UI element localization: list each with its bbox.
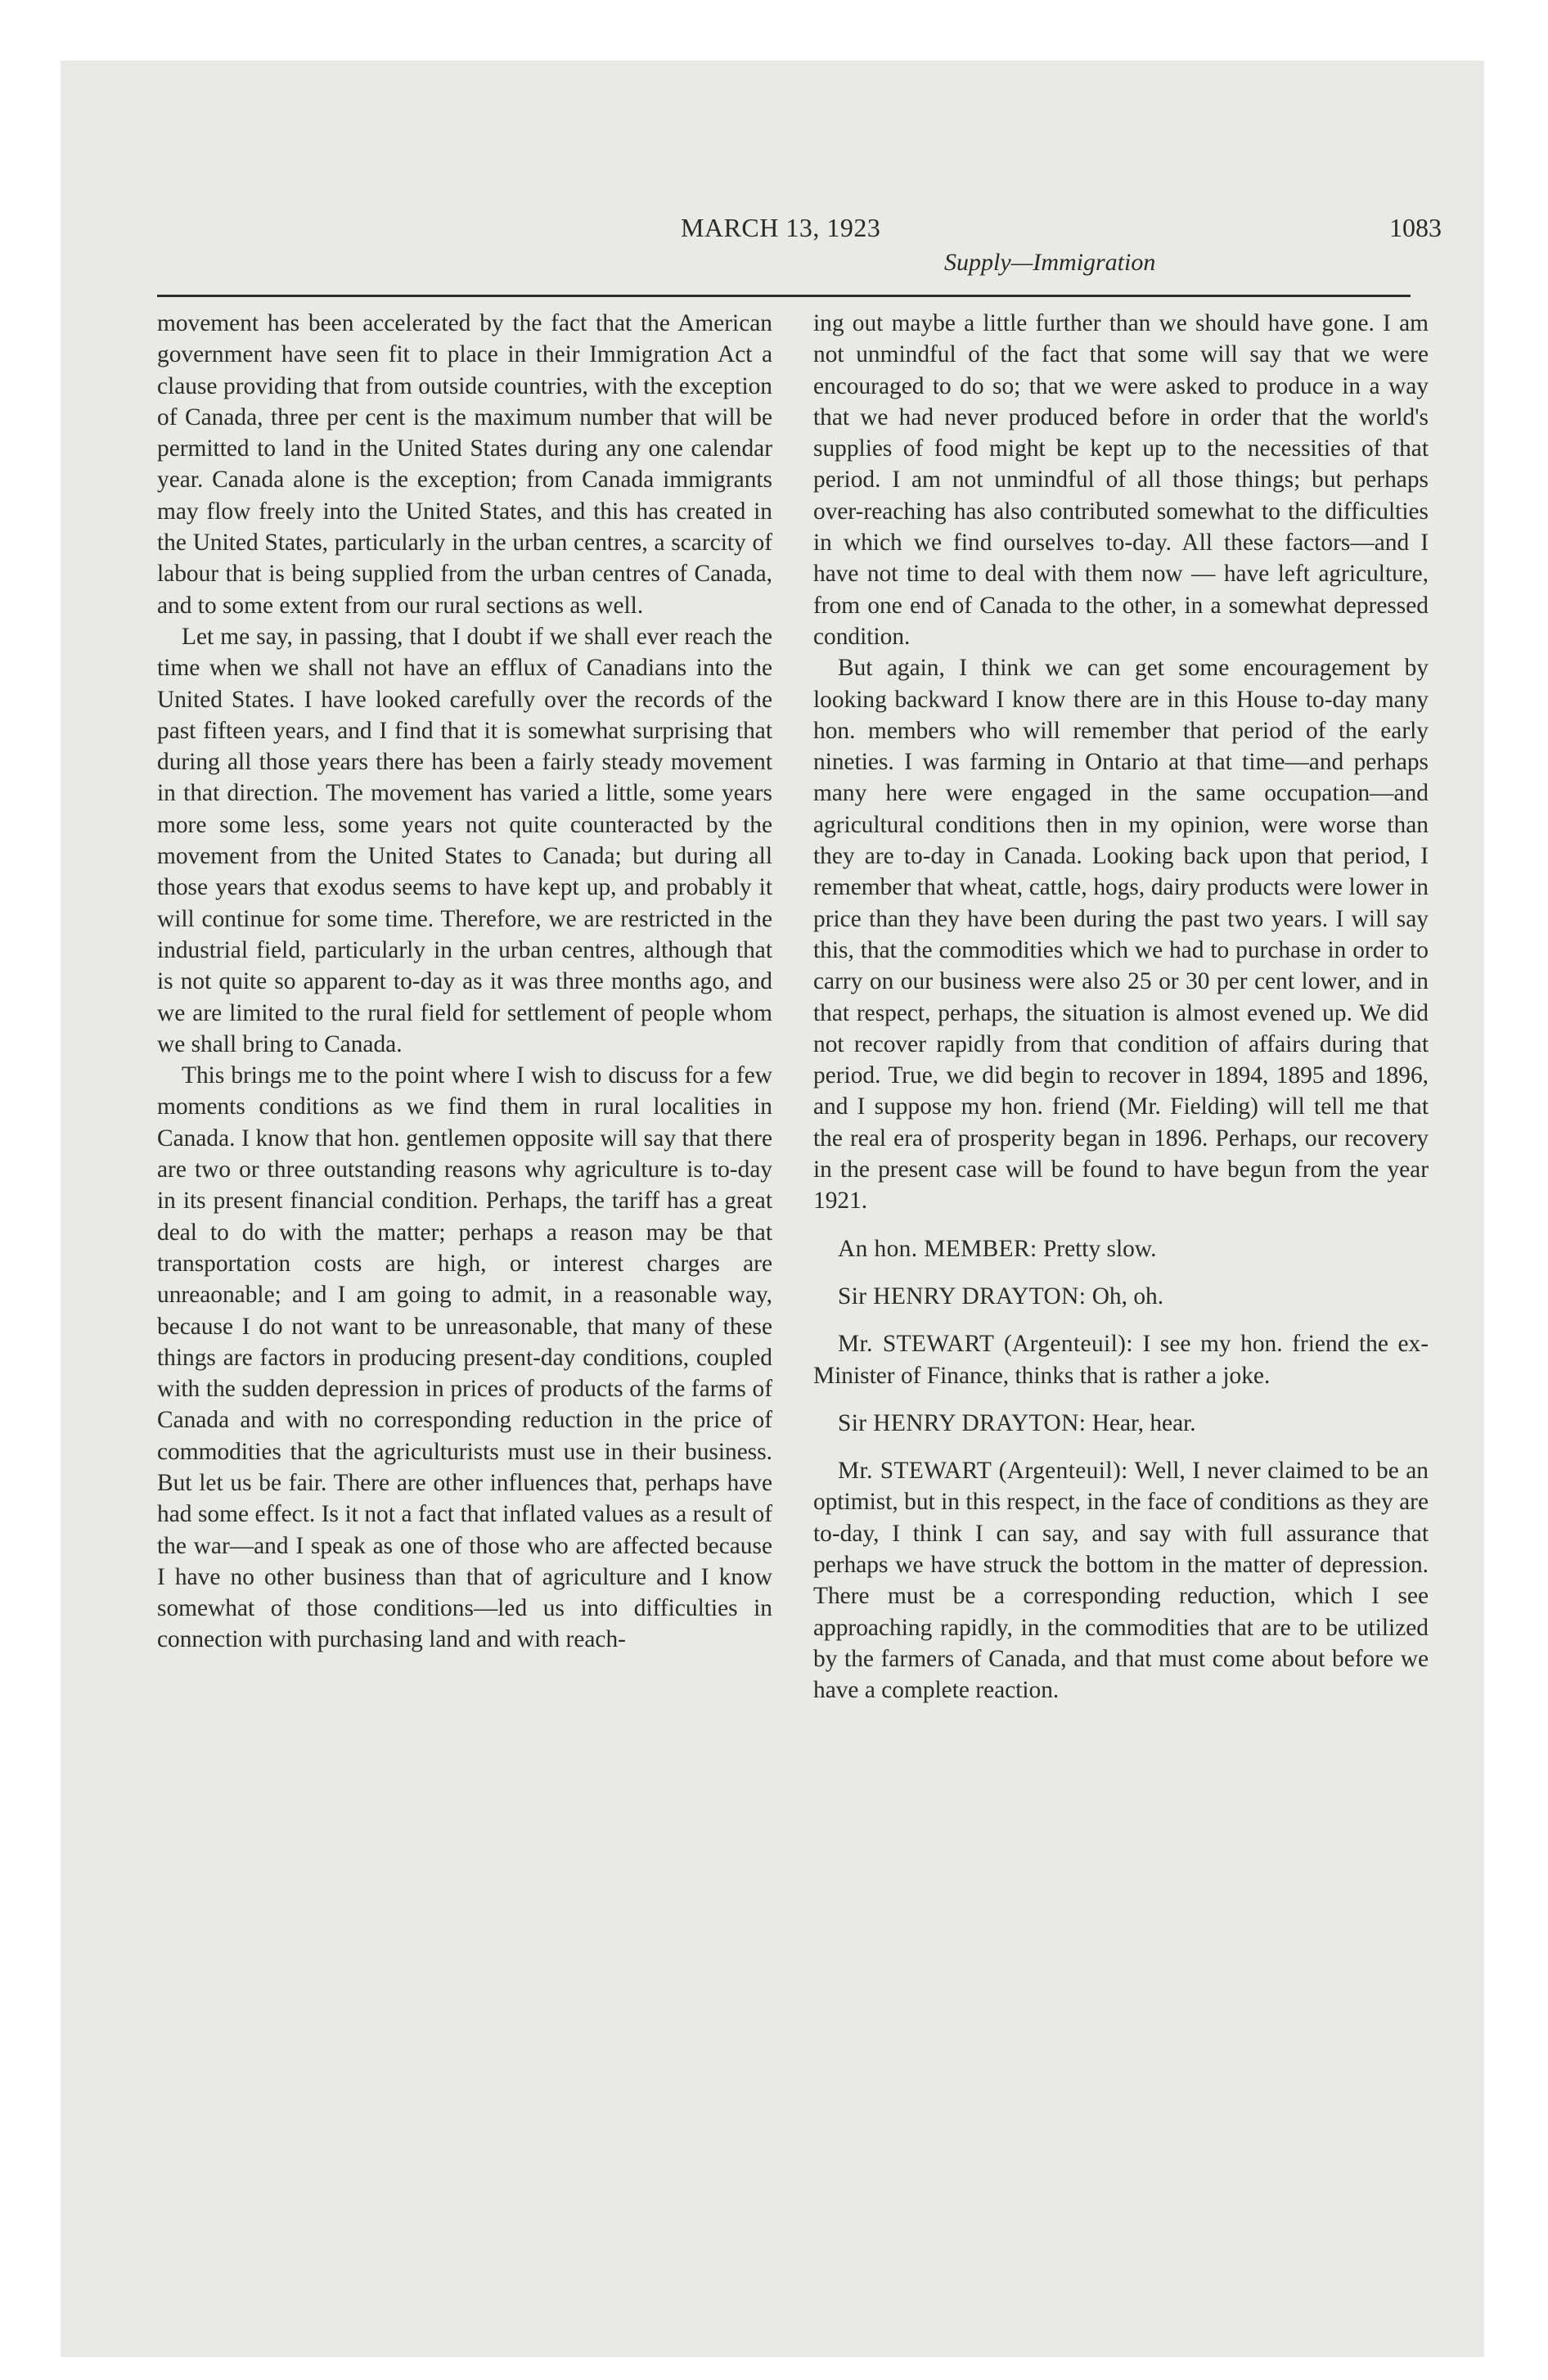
page-header: [61, 151, 1484, 276]
speaker-name: An hon. MEMBER:: [838, 1235, 1037, 1262]
speech-text: Pretty slow.: [1042, 1235, 1157, 1262]
paragraph: Let me say, in passing, that I doubt if we shall ever reach the time when we shall not have an efflux of Canadians into the United States. I have looked carefully over the records of the past fifteen years, and I find that it is somewhat surprising that during all those years there has been a fairly steady movement in that direction. The movement has varied a little, some years more some less, some years not quite counteracted by the movement from the United States to Canada; but during all those years that exodus seems to have kept up, and probably it will continue for some time. Therefore, we are restricted in the industrial field, particularly in the urban centres, although that is not quite so apparent to-day as it was three months ago, and we are limited to the rural field for settlement of people whom we shall bring to Canada.: [157, 623, 772, 1057]
left-column: [157, 308, 772, 1656]
speech-entry: [813, 1455, 1429, 1706]
page-number: 1083: [1389, 213, 1442, 242]
section-title: Supply—Immigration: [944, 249, 1156, 276]
header-rule: [157, 295, 1411, 297]
speech-text: Well, I never claimed to be an optimist, but in this respect, in the face of conditions as they are to-day, I think I can say, and say with full assurance that perhaps we have struck the bottom in the matter of depression. There must be a corresponding reduction, which I see approaching rapidly, in the commodities that are to be utilized by the farmers of Canada, and that must come about before we have a complete reaction.: [813, 1458, 1429, 1704]
paragraph: movement has been accelerated by the fact that the American government have seen fit to place in their Immigration Act a clause providing that from outside countries, with the exception of Canada, three per cent is the maximum number that will be permitted to land in the United States during any one calendar year. Canada alone is the exception; from Canada immigrants may flow freely into the United States, and this has created in the United States, particularly in the urban centres, a scarcity of labour that is being supplied from the urban centres of Canada, and to some extent from our rural sections as well.: [157, 310, 772, 619]
speech-entry: [813, 1281, 1429, 1312]
paragraph: This brings me to the point where I wish to discuss for a few moments conditions as we find them in rural localities in Canada. I know that hon. gentlemen opposite will say that there are two or three outstanding reasons why agriculture is to-day in its present financial condition. Perhaps, the tariff has a great deal to do with the matter; perhaps a reason may be that transportation costs are high, or interest charges are unreaonable; and I am going to admit, in a reasonable way, because I do not want to be unreasonable, that many of these things are factors in producing present-day conditions, coupled with the sudden depression in prices of products of the farms of Canada and with no corresponding reduction in the price of commodities that the agriculturists must use in their business. But let us be fair. There are other influences that, perhaps have had some effect. Is it not a fact that inflated values as a result of the war—and I speak as one of those who are affected because I have no other business than that of agriculture and I know somewhat of those conditions—led us into difficulties in connection with purchasing land and with reach-: [157, 1062, 772, 1653]
speaker-name: Mr. STEWART (Argenteuil):: [838, 1331, 1133, 1358]
speech-text: I see my hon. friend the ex-Minister of Finance, thinks that is rather a joke.: [813, 1331, 1429, 1389]
speaker-name: Sir HENRY DRAYTON:: [838, 1282, 1087, 1309]
speech-text: Oh, oh.: [1091, 1282, 1164, 1309]
paragraph: But again, I think we can get some encouragement by looking backward I know there are in this House to-day many hon. members who will remember that period of the early nineties. I was farming in Ontario at that time—and perhaps many here were engaged in the same occupation—and agricultural conditions then in my opinion, were worse than they are to-day in Canada. Looking back upon that period, I remember that wheat, cattle, hogs, dairy products were lower in price than they have been during the past two years. I will say this, that the commodities which we had to purchase in order to carry on our business were also 25 or 30 per cent lower, and in that respect, perhaps, the situation is almost evened up. We did not recover rapidly from that condition of affairs during that period. True, we did begin to recover in 1894, 1895 and 1896, and I suppose my hon. friend (Mr. Fielding) will tell me that the real era of prosperity began in 1896. Perhaps, our recovery in the present case will be found to have begun from the year 1921.: [813, 655, 1429, 1215]
paragraph: ing out maybe a little further than we should have gone. I am not unmindful of the fact that some will say that we were encouraged to do so; that we were asked to produce in a way that we had never produced before in order that the world's supplies of food might be kept up to the necessities of that period. I am not unmindful of all those things; but perhaps over-reaching has also contributed somewhat to the difficulties in which we find ourselves to-day. All these factors—and I have not time to deal with them now — have left agriculture, from one end of Canada to the other, in a somewhat depressed condition.: [813, 310, 1429, 650]
document-page: [61, 61, 1484, 2357]
right-column: [813, 308, 1429, 1706]
speaker-name: Mr. STEWART (Argenteuil):: [838, 1458, 1128, 1485]
speech-entry: [813, 1233, 1429, 1264]
speech-text: Hear, hear.: [1091, 1409, 1196, 1436]
speaker-name: Sir HENRY DRAYTON:: [838, 1409, 1087, 1436]
header-date: MARCH 13, 1923: [681, 213, 881, 242]
speech-entry: [813, 1328, 1429, 1391]
speech-entry: [813, 1408, 1429, 1439]
